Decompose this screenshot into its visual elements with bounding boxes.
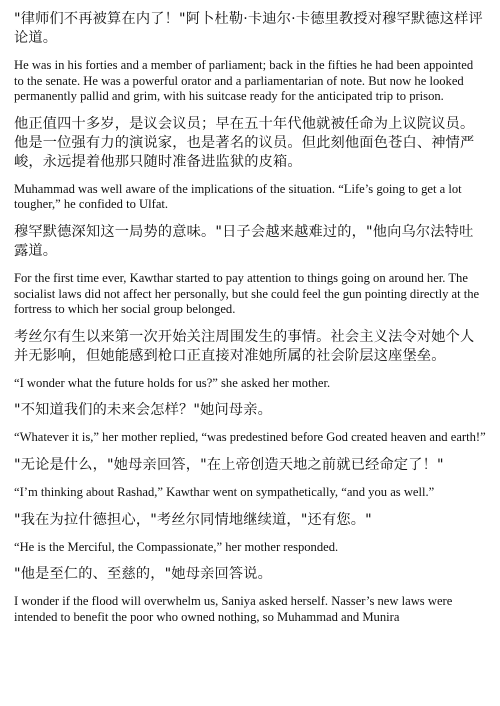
paragraph-zh-3: 穆罕默德深知这一局势的意味。"日子会越来越难过的，"他向乌尔法特吐露道。	[14, 223, 474, 259]
paragraph-en-2: Muhammad was well aware of the implications of the situation. “Life’s going to get a lot tougher,” he confided to Ulfat.	[14, 181, 462, 212]
paragraph-en-5: “Whatever it is,” her mother replied, “was predestined before God created heaven and earth!”	[14, 430, 486, 445]
paragraph-en-4: “I wonder what the future holds for us?” she asked her mother.	[14, 375, 331, 390]
paragraph-zh-8: "他是至仁的、至慈的，"她母亲回答说。	[14, 566, 273, 583]
paragraph-en-7: “He is the Merciful, the Compassionate,” her mother responded.	[14, 539, 339, 554]
paragraph-en-8: I wonder if the flood will overwhelm us, Saniya asked herself. Nasser’s new laws were intended to benefit the poor who owned nothing, so Muhammad and Munira	[14, 594, 453, 624]
paragraph-en-6: “I’m thinking about Rashad,” Kawthar went on sympathetically, “and you as well.”	[14, 484, 435, 499]
paragraph-en-1: He was in his forties and a member of parliament; back in the fifties he had been appointed to the senate. He was a powerful orator and a parliamentarian of note. But now he looked permanently pallid and grim, with his suitcase ready for the anticipated trip to prison.	[14, 58, 474, 104]
paragraph-zh-4: 考丝尔有生以来第一次开始关注周围发生的事情。社会主义法令对她个人并无影响，但她能感到枪口正直接对准她所属的社会阶层这座堡垒。	[14, 328, 475, 364]
paragraph-zh-1: "律师们不再被算在内了！"阿卜杜勒·卡迪尔·卡德里教授对穆罕默德这样评论道。	[14, 11, 483, 46]
paragraph-zh-5: "不知道我们的未来会怎样？"她问母亲。	[14, 402, 273, 419]
paragraph-zh-2: 他正值四十多岁，是议会议员；早在五十年代他就被任命为上议院议员。他是一位强有力的演说家，也是著名的议员。但此刻他面色苍白、神情严峻，永远提着他那只随时准备进监狱的皮箱。	[14, 115, 475, 170]
paragraph-zh-6: "无论是什么，"她母亲回答，"在上帝创造天地之前就已经命定了！"	[14, 456, 444, 473]
paragraph-zh-7: "我在为拉什德担心，"考丝尔同情地继续道，"还有您。"	[14, 511, 372, 528]
paragraph-en-3: For the first time ever, Kawthar started to pay attention to things going on around her. The socialist laws did not affect her personally, but she could feel the gun pointing directly at the fortress to which her social group belonged.	[14, 270, 480, 317]
